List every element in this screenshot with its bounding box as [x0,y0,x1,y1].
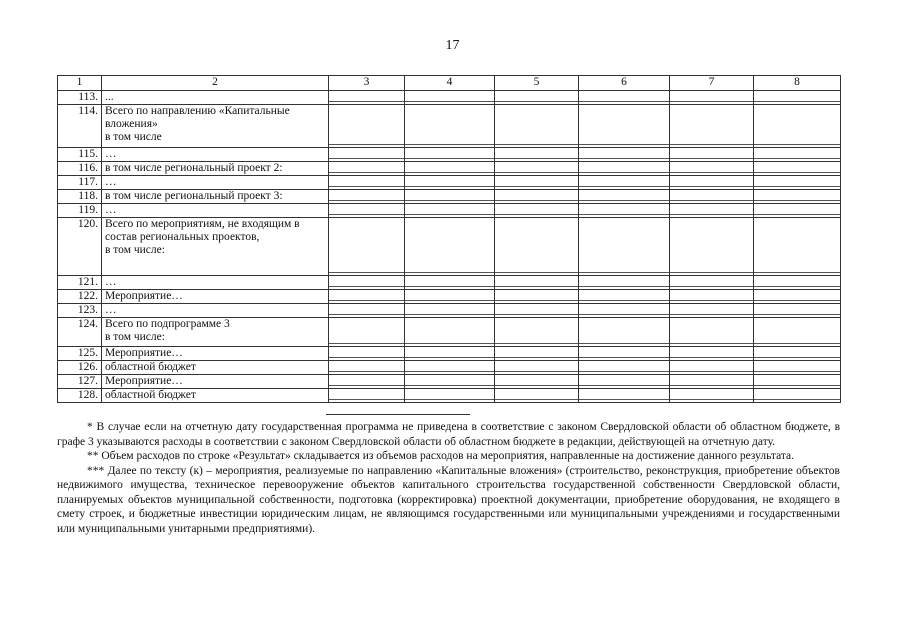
cell-underline [329,371,404,372]
cell-underline [329,101,404,102]
row-number: 118. [58,190,102,204]
cell-underline [495,371,578,372]
row-name: Всего по направлению «Капитальные вложения» в том числе [102,105,329,148]
value-cell [495,318,579,347]
value-cell [329,148,405,162]
value-cell [495,190,579,204]
cell-underline [670,385,753,386]
cell-underline [329,200,404,201]
cell-underline [754,371,840,372]
value-cell [495,361,579,375]
value-cell [495,162,579,176]
value-cell [754,347,841,361]
cell-underline [405,371,494,372]
row-name: … [102,148,329,162]
table-row [58,389,841,403]
table-row [58,304,841,318]
cell-underline [329,214,404,215]
cell-underline [405,343,494,344]
value-cell [579,389,670,403]
value-cell [670,304,754,318]
cell-underline [495,214,578,215]
value-cell [670,148,754,162]
row-number: 119. [58,204,102,218]
column-header: 6 [579,76,670,91]
value-cell [495,105,579,148]
table-row [58,318,841,347]
value-cell [754,290,841,304]
cell-underline [495,272,578,273]
cell-underline [579,286,669,287]
table-row [58,375,841,389]
cell-underline [405,144,494,145]
value-cell [670,91,754,105]
value-cell [495,91,579,105]
value-cell [495,218,579,276]
cell-underline [579,314,669,315]
table-row [58,162,841,176]
footnote-separator [326,414,470,415]
cell-underline [405,357,494,358]
value-cell [405,347,495,361]
value-cell [405,318,495,347]
cell-underline [670,158,753,159]
cell-underline [754,158,840,159]
cell-underline [405,399,494,400]
row-name: Мероприятие… [102,375,329,389]
cell-underline [754,385,840,386]
cell-underline [495,200,578,201]
value-cell [670,361,754,375]
row-name: Мероприятие… [102,347,329,361]
cell-underline [495,158,578,159]
value-cell [495,148,579,162]
value-cell [670,190,754,204]
cell-underline [495,343,578,344]
value-cell [495,347,579,361]
cell-underline [579,144,669,145]
row-name: областной бюджет [102,361,329,375]
cell-underline [670,186,753,187]
cell-underline [754,357,840,358]
column-header: 2 [102,76,329,91]
value-cell [329,389,405,403]
table-row [58,105,841,148]
row-number: 113. [58,91,102,105]
cell-underline [754,172,840,173]
value-cell [754,204,841,218]
value-cell [405,176,495,190]
cell-underline [670,286,753,287]
table-row [58,176,841,190]
value-cell [329,176,405,190]
value-cell [754,176,841,190]
row-name: … [102,204,329,218]
table-body [58,91,841,403]
table-row [58,276,841,290]
cell-underline [670,371,753,372]
value-cell [405,361,495,375]
cell-underline [405,172,494,173]
cell-underline [579,158,669,159]
row-name: Всего по подпрограмме 3 в том числе: [102,318,329,347]
row-name: ... [102,91,329,105]
cell-underline [405,286,494,287]
value-cell [579,91,670,105]
footnote-2: ** Объем расходов по строке «Результат» складывается из объемов расходов на мероприятия, направленные на достижение данного результата. [87,450,795,462]
value-cell [670,276,754,290]
cell-underline [670,101,753,102]
table-row [58,190,841,204]
cell-underline [579,385,669,386]
cell-underline [670,200,753,201]
row-number: 127. [58,375,102,389]
value-cell [495,204,579,218]
value-cell [579,162,670,176]
table-row [58,91,841,105]
cell-underline [754,214,840,215]
value-cell [329,276,405,290]
row-number: 128. [58,389,102,403]
row-number: 120. [58,218,102,276]
value-cell [754,218,841,276]
row-number: 117. [58,176,102,190]
value-cell [754,389,841,403]
cell-underline [754,200,840,201]
cell-underline [495,399,578,400]
value-cell [579,347,670,361]
cell-underline [495,357,578,358]
value-cell [754,105,841,148]
cell-underline [670,144,753,145]
row-name: … [102,176,329,190]
cell-underline [579,214,669,215]
row-number: 124. [58,318,102,347]
cell-underline [405,300,494,301]
table-row [58,204,841,218]
cell-underline [670,357,753,358]
value-cell [670,204,754,218]
value-cell [405,105,495,148]
value-cell [670,218,754,276]
cell-underline [754,314,840,315]
cell-underline [670,214,753,215]
header-row [58,76,841,91]
cell-underline [495,144,578,145]
value-cell [579,204,670,218]
cell-underline [329,158,404,159]
value-cell [405,375,495,389]
cell-underline [405,200,494,201]
value-cell [405,162,495,176]
row-name: … [102,304,329,318]
value-cell [329,347,405,361]
column-header: 1 [58,76,102,91]
cell-underline [495,172,578,173]
cell-underline [329,385,404,386]
cell-underline [754,144,840,145]
cell-underline [754,286,840,287]
value-cell [329,190,405,204]
value-cell [579,176,670,190]
value-cell [579,290,670,304]
cell-underline [670,172,753,173]
cell-underline [579,371,669,372]
value-cell [754,276,841,290]
footnotes [57,420,840,536]
value-cell [405,290,495,304]
expenditure-table [57,75,841,403]
value-cell [495,375,579,389]
value-cell [579,361,670,375]
value-cell [754,375,841,389]
value-cell [405,91,495,105]
cell-underline [405,186,494,187]
row-name: … [102,276,329,290]
cell-underline [329,172,404,173]
row-number: 123. [58,304,102,318]
value-cell [329,162,405,176]
value-cell [405,389,495,403]
value-cell [579,375,670,389]
row-number: 126. [58,361,102,375]
value-cell [329,91,405,105]
cell-underline [495,286,578,287]
value-cell [754,148,841,162]
column-header: 4 [405,76,495,91]
table-row [58,361,841,375]
cell-underline [579,200,669,201]
value-cell [329,204,405,218]
cell-underline [754,272,840,273]
cell-underline [329,300,404,301]
cell-underline [670,399,753,400]
column-header: 8 [754,76,841,91]
value-cell [405,204,495,218]
cell-underline [329,357,404,358]
column-header: 7 [670,76,754,91]
cell-underline [754,300,840,301]
value-cell [405,304,495,318]
table-row [58,290,841,304]
row-number: 121. [58,276,102,290]
value-cell [579,304,670,318]
row-name: Мероприятие… [102,290,329,304]
cell-underline [405,158,494,159]
cell-underline [670,272,753,273]
value-cell [579,105,670,148]
cell-underline [754,399,840,400]
cell-underline [329,286,404,287]
row-name: в том числе региональный проект 3: [102,190,329,204]
cell-underline [405,214,494,215]
row-number: 125. [58,347,102,361]
cell-underline [579,399,669,400]
footnote-3: *** Далее по тексту (к) – мероприятия, реализуемые по направлению «Капитальные вложения» (строительство, реконструкция, приобретение объектов недвижимого имущества, техническое перевооружение объектов капитального строительства государственной собственности Свердловской области, планируемых объектов муниципальной собственности, подготовка (корректировка) проектной документации, приобретение оборудования, не входящего в смету строек, и бюджетные инвестиции юридическим лицам, не являющимся государственными или муниципальными учреждениями и государственными или муниципальными унитарными предприятиями). [57,464,840,535]
cell-underline [495,101,578,102]
value-cell [495,389,579,403]
value-cell [670,176,754,190]
column-header: 5 [495,76,579,91]
cell-underline [579,172,669,173]
cell-underline [329,272,404,273]
value-cell [579,148,670,162]
cell-underline [754,101,840,102]
value-cell [670,318,754,347]
cell-underline [495,314,578,315]
cell-underline [754,186,840,187]
table-row [58,148,841,162]
value-cell [329,318,405,347]
value-cell [670,389,754,403]
cell-underline [405,101,494,102]
cell-underline [754,343,840,344]
row-number: 122. [58,290,102,304]
value-cell [329,375,405,389]
footnote-1: * В случае если на отчетную дату государственная программа не приведена в соответствие с законом Свердловской области об областном бюджете, в графе 3 указываются расходы в соответствии с законом Свердловской области об областном бюджете в редакции, действующей на отчетную дату. [57,421,840,448]
value-cell [329,218,405,276]
value-cell [670,347,754,361]
value-cell [754,162,841,176]
cell-underline [329,399,404,400]
table-row [58,347,841,361]
value-cell [405,148,495,162]
cell-underline [495,385,578,386]
cell-underline [495,300,578,301]
value-cell [670,162,754,176]
row-number: 116. [58,162,102,176]
value-cell [405,218,495,276]
value-cell [579,218,670,276]
cell-underline [579,357,669,358]
cell-underline [579,300,669,301]
cell-underline [579,343,669,344]
value-cell [405,190,495,204]
value-cell [670,290,754,304]
row-number: 115. [58,148,102,162]
value-cell [754,91,841,105]
value-cell [495,276,579,290]
cell-underline [405,385,494,386]
cell-underline [670,300,753,301]
row-number: 114. [58,105,102,148]
value-cell [579,318,670,347]
value-cell [670,375,754,389]
cell-underline [579,101,669,102]
cell-underline [329,343,404,344]
page-number: 17 [445,38,460,53]
cell-underline [670,343,753,344]
cell-underline [329,186,404,187]
value-cell [670,105,754,148]
value-cell [329,304,405,318]
value-cell [329,105,405,148]
cell-underline [495,186,578,187]
cell-underline [405,314,494,315]
cell-underline [329,144,404,145]
cell-underline [579,186,669,187]
value-cell [754,304,841,318]
row-name: Всего по мероприятиям, не входящим в состав региональных проектов, в том числе: [102,218,329,276]
value-cell [495,290,579,304]
value-cell [329,290,405,304]
cell-underline [329,314,404,315]
table-row [58,218,841,276]
value-cell [754,361,841,375]
cell-underline [670,314,753,315]
value-cell [329,361,405,375]
cell-underline [579,272,669,273]
row-name: в том числе региональный проект 2: [102,162,329,176]
cell-underline [405,272,494,273]
row-name: областной бюджет [102,389,329,403]
value-cell [495,304,579,318]
value-cell [579,190,670,204]
column-header: 3 [329,76,405,91]
value-cell [754,318,841,347]
value-cell [405,276,495,290]
value-cell [754,190,841,204]
value-cell [579,276,670,290]
value-cell [495,176,579,190]
